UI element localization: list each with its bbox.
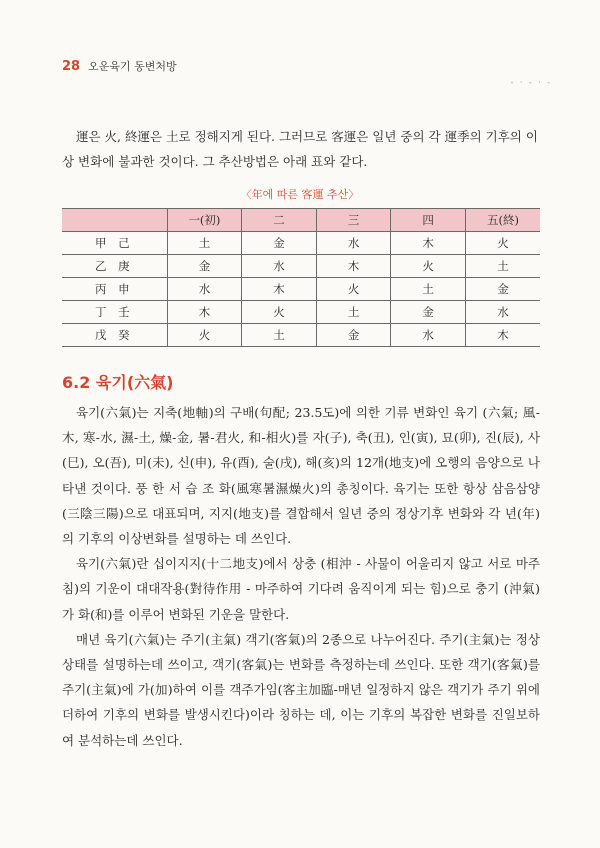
body-paragraph: 육기(六氣)란 십이지지(十二地支)에서 상충 (相沖 - 사물이 어울리지 않고 서로 마주침)의 기운이 대대작용(對待作用 - 마주하여 기다려 움직이게 되는 힘)으로 충기 (沖氣)가 화(和)를 이루어 변화된 기운을 말한다.	[62, 556, 540, 622]
table-row	[62, 232, 540, 255]
header-cell: 三	[316, 209, 391, 232]
table-row	[62, 301, 540, 324]
section-title: 6.2 육기(六氣)	[62, 373, 174, 392]
table-cell: 土	[465, 255, 540, 278]
table-cell: 火	[465, 232, 540, 255]
body-paragraph: 매년 육기(六氣)는 주기(主氣) 객기(客氣)의 2종으로 나누어진다. 주기(主氣)는 정상 상태를 설명하는데 쓰이고, 객기(客氣)는 변화를 측정하는데 쓰인다. 또한 객기(客氣)를 주기(主氣)에 가(加)하여 이를 객주가임(客主加臨-매년 일정하지 않은 객기가 주기 위에 더하여 기후의 변화를 발생시킨다)이라 칭하는 데, 이는 기후의 복잡한 변화를 진일보하여 분석하는데 쓰인다.	[62, 631, 540, 748]
table-cell: 土	[316, 301, 391, 324]
table-cell: 木	[391, 232, 466, 255]
table-cell: 金	[242, 232, 317, 255]
header-cell: 四	[391, 209, 466, 232]
header-cell: 二	[242, 209, 317, 232]
row-label: 乙 庚	[62, 255, 167, 278]
header-cell: 一(初)	[167, 209, 242, 232]
table-cell: 土	[167, 232, 242, 255]
header-cell: 五(終)	[465, 209, 540, 232]
table-cell: 火	[391, 255, 466, 278]
table-cell: 水	[465, 301, 540, 324]
running-title: 오운육기 동변처방	[88, 60, 177, 73]
table-cell: 金	[465, 278, 540, 301]
header-cell	[62, 209, 167, 232]
table-row	[62, 255, 540, 278]
table-cell: 木	[167, 301, 242, 324]
row-label: 戊 癸	[62, 324, 167, 347]
table-cell: 金	[316, 324, 391, 347]
table-cell: 火	[167, 324, 242, 347]
row-label: 丙 申	[62, 278, 167, 301]
table-cell: 金	[167, 255, 242, 278]
row-label: 甲 己	[62, 232, 167, 255]
table-cell: 水	[167, 278, 242, 301]
table-cell: 木	[242, 278, 317, 301]
intro-paragraph: 運은 火, 終運은 土로 정해지게 된다. 그러므로 客運은 일년 중의 각 運季의 기후의 이상 변화에 불과한 것이다. 그 추산방법은 아래 표와 같다.	[62, 129, 538, 169]
table-cell: 水	[316, 232, 391, 255]
table-cell: 火	[316, 278, 391, 301]
page-header	[62, 58, 177, 74]
corner-mark: - · - · -	[510, 78, 552, 87]
guest-yun-table	[62, 208, 540, 347]
table-cell: 火	[242, 301, 317, 324]
table-header-row	[62, 209, 540, 232]
table-cell: 土	[391, 278, 466, 301]
body-paragraph: 육기(六氣)는 지축(地軸)의 구배(句配; 23.5도)에 의한 기류 변화인 육기 (六氣; 風-木, 寒-水, 濕-土, 燥-金, 暑-君火, 和-相火)를 자(子), 축(丑), 인(寅), 묘(卯), 진(辰), 사(巳), 오(吾), 미(未), 신(申), 유(酉), 술(戌), 해(亥)의 12개(地支)에 오행의 음양으로 나타낸 것이다. 풍 한 서 습 조 화(風寒暑濕燥火)의 총칭이다. 육기는 또한 항상 삼음삼양(三陰三陽)으로 대표되며, 지지(地支)를 결합해서 일년 중의 정상기후 변화와 각 년(年) 의 기후의 이상변화를 설명하는 데 쓰인다.	[62, 405, 540, 547]
row-label: 丁 壬	[62, 301, 167, 324]
table-cell: 木	[465, 324, 540, 347]
table-cell: 木	[316, 255, 391, 278]
table-cell: 土	[242, 324, 317, 347]
table-row	[62, 324, 540, 347]
table-caption: 〈年에 따른 客運 추산〉	[240, 188, 360, 201]
table-cell: 金	[391, 301, 466, 324]
page-number: 28	[62, 59, 81, 74]
section-body	[62, 400, 540, 753]
table-cell: 水	[391, 324, 466, 347]
table-cell: 水	[242, 255, 317, 278]
table-row	[62, 278, 540, 301]
